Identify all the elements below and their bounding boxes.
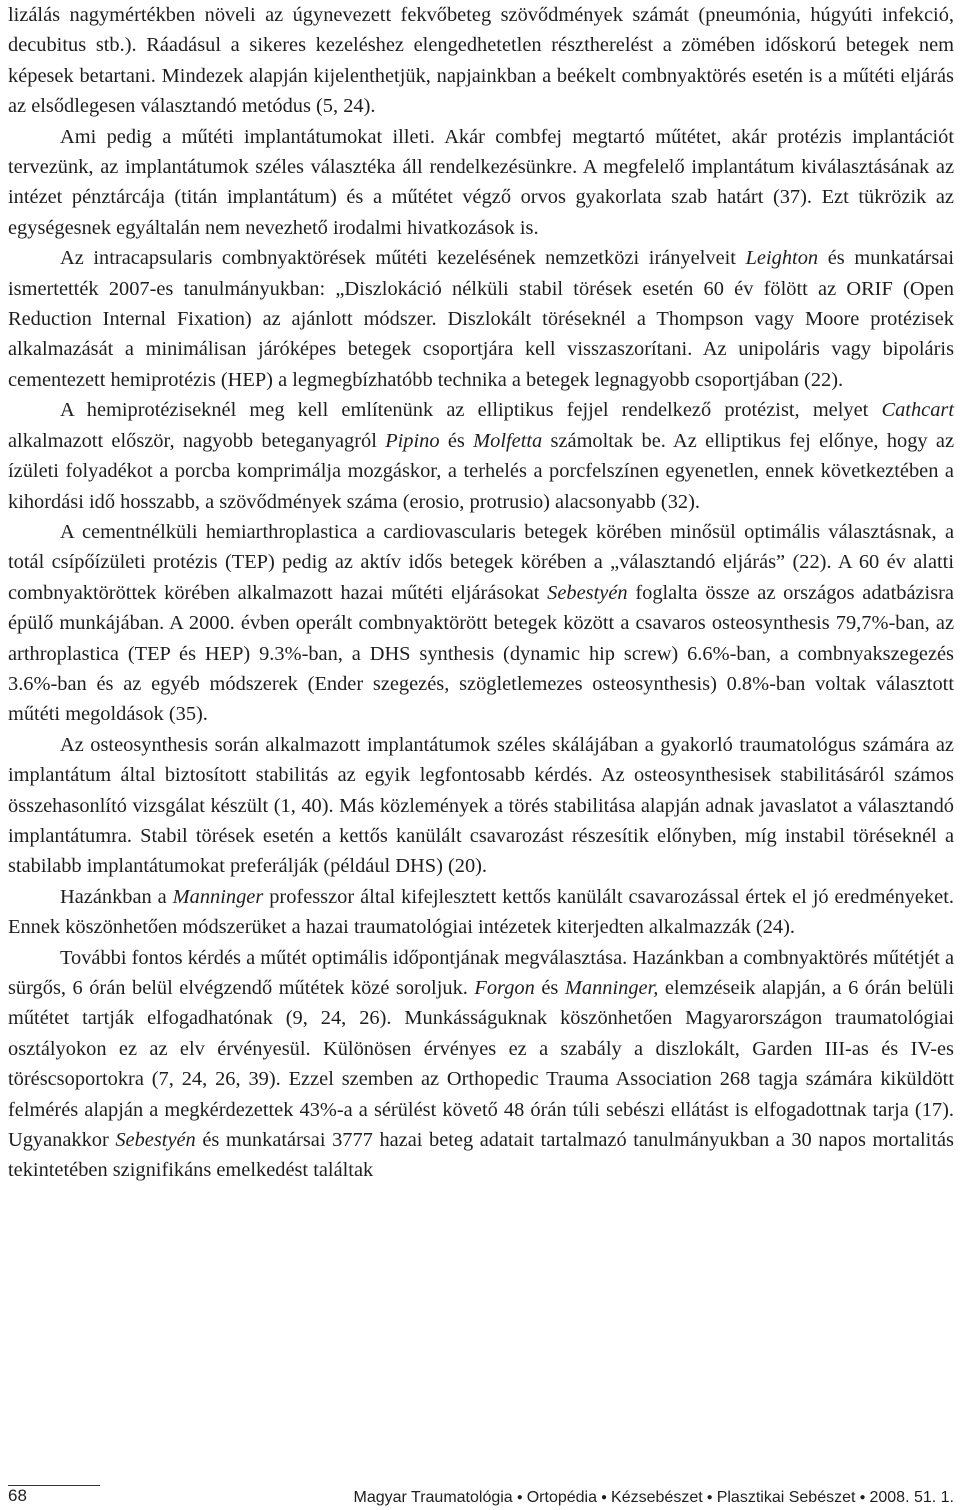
article-body: [8, 0, 954, 1186]
paragraph-4-text-a: A hemiprotéziseknél meg kell említenünk az elliptikus fejjel rendelkező protézist, melyet: [60, 399, 882, 422]
paragraph-4: [8, 395, 954, 517]
bullet-separator-icon: ●: [601, 1492, 608, 1503]
page-number: 68: [8, 1486, 27, 1505]
bullet-separator-icon: ●: [516, 1492, 523, 1503]
journal-citation: [354, 1489, 955, 1507]
journal-part: Ortopédia: [526, 1489, 597, 1506]
journal-part: Magyar Traumatológia: [353, 1489, 513, 1506]
author-name-sebestyen-2: Sebestyén: [115, 1129, 196, 1152]
bullet-separator-icon: ●: [859, 1492, 866, 1503]
author-name-manninger-2: Manninger,: [564, 977, 659, 999]
paragraph-8: [8, 943, 954, 1186]
author-name-forgon: Forgon: [474, 977, 535, 999]
paragraph-3: [8, 243, 954, 395]
paragraph-1: lizálás nagymértékben növeli az úgynevezett fekvőbeteg szövődmények számát (pneumónia, húgyúti infekció, decubitus stb.). Ráadásul a sikeres kezeléshez elengedhetetlen résztherelést a zömében időskorú betegek nem képesek betartani. Mindezek alapján kijelenthetjük, napjainkban a beékelt combnyaktörés esetén is a műtéti eljárás az elsődlegesen választandó metódus (5, 24).: [8, 4, 954, 118]
paragraph-4-text-c: és: [439, 429, 474, 452]
paragraph-7-text-b: professzor által kifejlesztett kettős kanülált csavarozással értek el jó eredményeket. Ennek köszönhetően módszerüket a hazai traumatológiai intézetek kiterjedten alkalmazzák (24).: [8, 885, 954, 939]
paragraph-8-text-b: és: [534, 977, 565, 999]
paragraph-2: Ami pedig a műtéti implantátumokat illeti. Akár combfej megtartó műtétet, akár protézis implantációt tervezünk, az implantátumok széles választéka áll rendelkezésünkre. A megfelelő implantátum kiválasztásának az intézet pénztárcája (titán implantátum) és a műtétet végző orvos gyakorlata szab határt (37). Ezt tükrözik az egységesnek egyáltalán nem nevezhető irodalmi hivatkozások is.: [8, 125, 954, 239]
paragraph-6: Az osteosynthesis során alkalmazott implantátumok széles skálájában a gyakorló traumatológus számára az implantátum által biztosított stabilitás az egyik legfontosabb kérdés. Az osteosynthesisek stabilitásáról számos összehasonlító vizsgálat készült (1, 40). Más közlemények a törés stabilitása alapján adnak javaslatot a választandó implantátumra. Stabil törések esetén a kettős kanülált csavarozást részesítik előnyben, míg instabil töréseknél a stabilabb implantátumokat preferálják (például DHS) (20).: [8, 733, 954, 878]
paragraph-7-text-a: Hazánkban a: [60, 885, 173, 908]
paragraph-5: [8, 517, 954, 730]
author-name-pipino: Pipino: [385, 429, 440, 452]
journal-part: Kézsebészet: [611, 1489, 703, 1506]
paragraph-3-text-b: és munkatársai ismertették 2007-es tanulmányukban: „Diszlokáció nélküli stabil törések esetén 60 év fölött az ORIF (Open Reduction Internal Fixation) az ajánlott módszer. Diszlokált töréseknél a Thompson vagy Moore protézisek alkalmazását a minimálisan járóképes betegek csoportjára kell visszaszorítani. Az unipoláris vagy bipoláris cementezett hemiprotézis (HEP) a legmegbízhatóbb technika a betegek legnagyobb csoportjában (22).: [8, 247, 954, 391]
paragraph-7: [8, 882, 954, 943]
bullet-separator-icon: ●: [706, 1492, 713, 1503]
journal-issue: 2008. 51. 1.: [869, 1489, 954, 1506]
author-name-cathcart: Cathcart: [881, 399, 954, 422]
paragraph-4-text-b: alkalmazott először, nagyobb beteganyagról: [8, 429, 386, 452]
author-name-leighton: Leighton: [745, 247, 819, 270]
paragraph-5-text-a: A cementnélküli hemiarthroplastica a cardiovascularis betegek körében minősül optimális választásnak, a totál csípőízületi protézis (TEP) pedig az aktív idős betegek körében a „választandó eljárás” (22). A 60 év alatti combnyaktöröttek körében alkalmazott hazai műtéti eljárásokat: [8, 520, 954, 604]
paragraph-3-text-a: Az intracapsularis combnyaktörések műtéti kezelésének nemzetközi irányelveit: [60, 247, 746, 270]
paragraph-8-text-d: és munkatársai 3777 hazai beteg adatait tartalmazó tanulmányukban a 30 napos mortalitás tekintetében szignifikáns emelkedést találtak: [8, 1129, 954, 1182]
paragraph-4-text-d: számoltak be. Az elliptikus fej előnye, hogy az ízületi folyadékot a porcba komprimálja mozgáskor, a terhelés a porcfelszínen egyenetlen, ennek következtében a kihordási idő hosszabb, a szövődmények száma (erosio, protrusio) alacsonyabb (32).: [8, 429, 954, 513]
journal-part: Plasztikai Sebészet: [716, 1489, 856, 1506]
author-name-manninger: Manninger: [172, 885, 264, 908]
author-name-molfetta: Molfetta: [473, 429, 543, 452]
paragraph-8-text-a: További fontos kérdés a műtét optimális időpontjának megválasztása. Hazánkban a combnyaktörés műtétjét a sürgős, 6 órán belül elvégzendő műtétek közé soroljuk.: [8, 946, 954, 999]
paragraph-8-text-c: elemzéseik alapján, a 6 órán belüli műtétet tartják elfogadhatónak (9, 24, 26). Munkásságuknak köszönhetően Magyarországon traumatológiai osztályokon ez az elv érvényesül. Különösen érvényes ez a szabály a diszlokált, Garden III-as és IV-es töréscsoportokra (7, 24, 26, 39). Ezzel szemben az Orthopedic Trauma Association 268 tagja számára kiküldött felmérés alapján a megkérdezettek 43%-a a sérülést követő 48 órán túli sebészi ellátást is elfogadottnak tarja (17). Ugyanakkor: [8, 977, 955, 1152]
author-name-sebestyen: Sebestyén: [547, 581, 628, 604]
paragraph-5-text-b: foglalta össze az országos adatbázisra épülő munkájában. A 2000. évben operált combnyaktörött betegek között a csavaros osteosynthesis 79,7%-ban, az arthroplastica (TEP és HEP) 9.3%-ban, a DHS synthesis (dynamic hip screw) 6.6%-ban, a combnyakszegezés 3.6%-ban és az egyéb módszerek (Ender szegezés, szögletlemezes osteosynthesis) 0.8%-ban voltak választott műtéti megoldások (35).: [8, 581, 954, 726]
